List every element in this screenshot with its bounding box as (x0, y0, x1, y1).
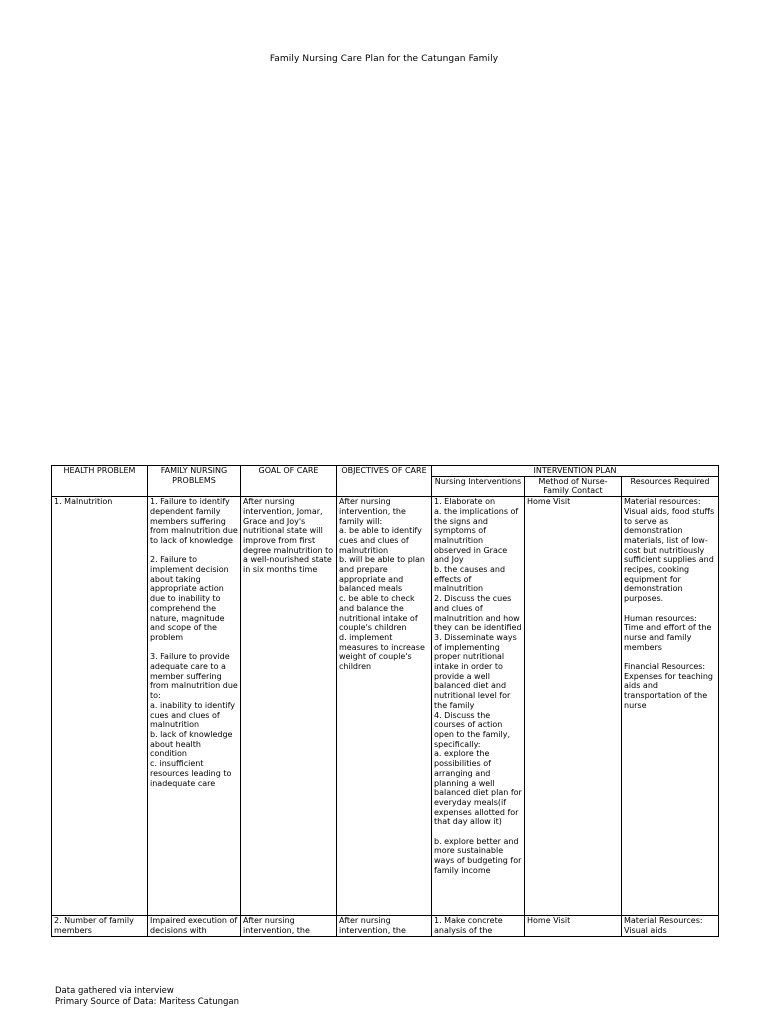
care-plan-table (51, 465, 719, 937)
cell-resources-required: Material Resources: Visual aids (622, 916, 719, 936)
care-plan-table-container (51, 465, 719, 935)
header-health-problem: HEALTH PROBLEM (52, 466, 148, 497)
cell-objectives-of-care: After nursing intervention, the family will: a. be able to identify cues and clues of malnutrition b. will be able to plan and prepare appropriate and balanced meals c. be able to check and balance the nutritional intake of couple's children d. implement measures to increase weight of couple's children (337, 497, 432, 916)
cell-goal-of-care: After nursing intervention, the (241, 916, 337, 936)
page-title: Family Nursing Care Plan for the Catungan Family (269, 54, 499, 64)
footer-notes (55, 986, 239, 1008)
header-resources-required: Resources Required (622, 476, 719, 496)
header-family-nursing-problems: FAMILY NURSING PROBLEMS (148, 466, 241, 497)
header-method-of-contact: Method of Nurse-Family Contact (525, 476, 622, 496)
header-goal-of-care: GOAL OF CARE (241, 466, 337, 497)
cell-resources-required: Material resources: Visual aids, food stuffs to serve as demonstration materials, list of low-cost but nutritiously sufficient supplies and recipes, cooking equipment for demonstration purposes. Human resources: Time and effort of the nurse and family members Financial Resources: Expenses for teaching aids and transportation of the nurse (622, 497, 719, 916)
cell-goal-of-care: After nursing intervention, Jomar, Grace and Joy's nutritional state will improve from first degree malnutrition to a well-nourished state in six months time (241, 497, 337, 916)
cell-method-of-contact: Home Visit (525, 916, 622, 936)
table-row (52, 916, 719, 936)
header-objectives-of-care: OBJECTIVES OF CARE (337, 466, 432, 497)
cell-family-nursing-problems: 1. Failure to identify dependent family members suffering from malnutrition due to lack of knowledge 2. Failure to implement decision about taking appropriate action due to inability to comprehend the nature, magnitude and scope of the problem 3. Failure to provide adequate care to a member suffering from malnutrition due to: a. inability to identify cues and clues of malnutrition b. lack of knowledge about health condition c. insufficient resources leading to inadequate care (148, 497, 241, 916)
footer-primary-source-note: Primary Source of Data: Maritess Catungan (55, 997, 239, 1007)
header-row (52, 466, 719, 477)
cell-health-problem: 1. Malnutrition (52, 497, 148, 916)
cell-objectives-of-care: After nursing intervention, the (337, 916, 432, 936)
cell-family-nursing-problems: Impaired execution of decisions with (148, 916, 241, 936)
cell-health-problem: 2. Number of family members (52, 916, 148, 936)
table-row (52, 497, 719, 916)
cell-nursing-interventions: 1. Make concrete analysis of the (432, 916, 525, 936)
footer-data-source-note: Data gathered via interview (55, 986, 174, 996)
cell-nursing-interventions: 1. Elaborate on a. the implications of the signs and symptoms of malnutrition observed in Grace and Joy b. the causes and effects of malnutrition 2. Discuss the cues and clues of malnutrition and how they can be identified 3. Disseminate ways of implementing proper nutritional intake in order to provide a well balanced diet and nutritional level for the family 4. Discuss the courses of action open to the family, specifically: a. explore the possibilities of arranging and planning a well balanced diet plan for everyday meals(if expenses allotted for that day allow it) b. explore better and more sustainable ways of budgeting for family income (432, 497, 525, 916)
cell-method-of-contact: Home Visit (525, 497, 622, 916)
header-intervention-plan: INTERVENTION PLAN (432, 466, 719, 477)
header-nursing-interventions: Nursing Interventions (432, 476, 525, 496)
